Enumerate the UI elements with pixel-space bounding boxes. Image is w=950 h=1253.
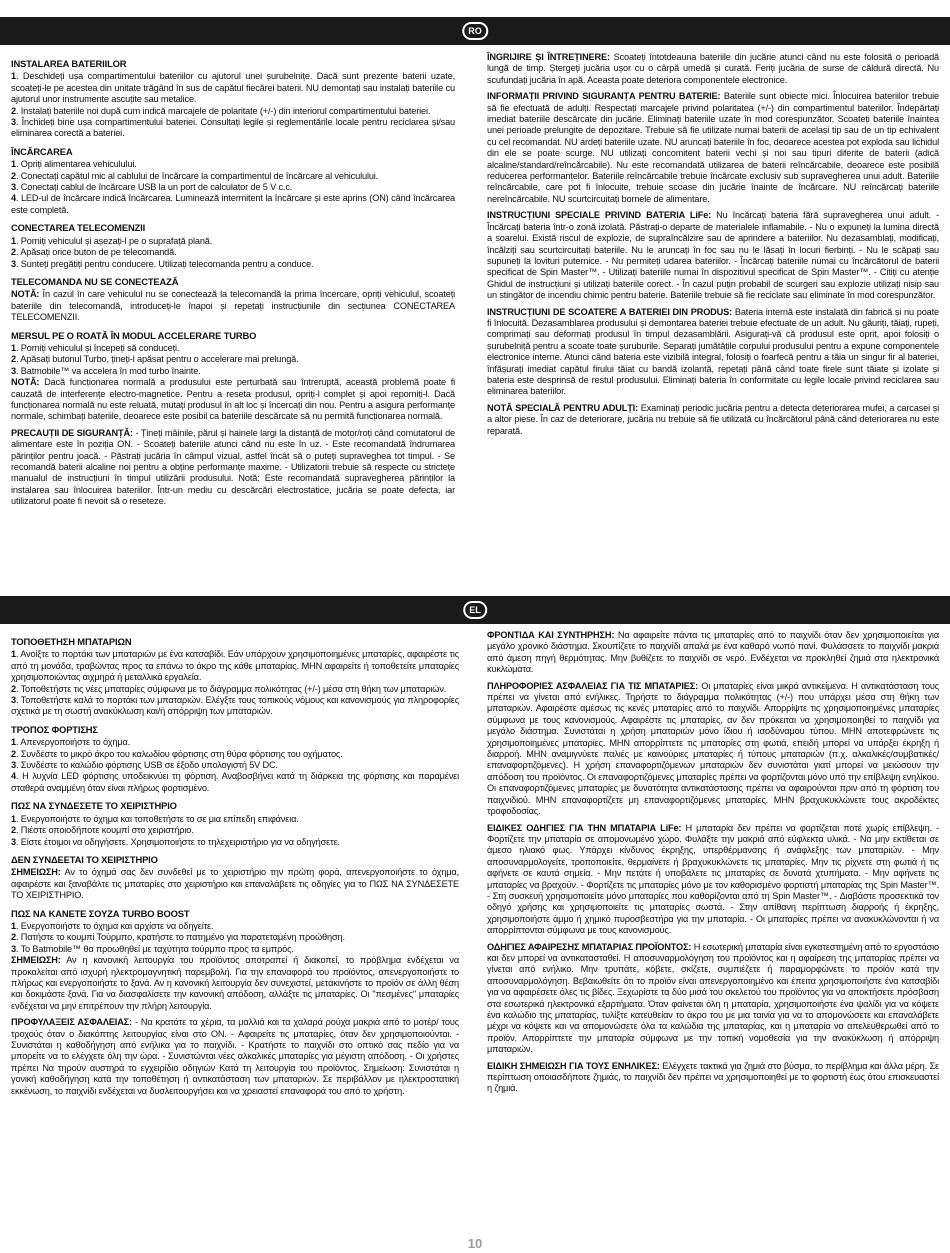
numbered-step — [11, 760, 459, 771]
paragraph-text: Nu încărcați bateria fără supravegherea unui adult. - Încărcați bateria într-o zonă izolată. Păstrați-o departe de materialele inflamabile. - Nu o expuneți la lumina directă a soarelui. Există riscul de explozie, de supraîncălzire sau de aprindere a bateriilor. Nu dezasamblați, modificați, încălziți sau scurtcircuitați bateriile. Nu le aruncați în foc sau nu le lăsați în locuri fierbinți. - Nu le scăpați sau supuneți la lovituri puternice. - Nu permiteți udarea bateriilor. - Încărcați bateriile numai cu încărcătorul de baterii specificat de Spin Master™. - Utilizați bateriile numai în dispozitivul specificat de Spin Master™. - Citiți cu atenție Ghidul de instrucțiuni și utilizați bateriile corect. - În cazul puțin probabil de scurgeri sau explozie utilizați nisip sau un stingător de incendiu chimic pentru baterie. Bateriile trebuie să fie reciclate sau eliminate în mod corespunzător. — [487, 210, 939, 301]
paragraph-text: - Να κρατάτε τα χέρια, τα μαλλιά και τα χαλαρά ρούχα μακριά από το μοτέρ/ τους τροχούς όταν ο διακόπτης λειτουργίας είναι στο ON. - Αφαιρείτε τις μπαταρίες, όταν δεν χρησιμοποιούνται. - Συνιστάται η καθοδήγηση από ενήλικα για το παιχνίδι. - Κρατήστε το παιχνίδι στο οπτικό σας πεδίο για να μπορείτε να το ελέγχετε όλη την ώρα. - Συνιστώνται νέες αλκαλικές μπαταρίες για μέγιστη απόδοση. - Οι χρήστες πρέπει Να τηρούν αυστηρά το εγχειρίδιο οδηγιών Κατά τη λειτουργία του προϊόντος. Σημείωση: Συνιστάται η γονική καθοδήγηση κατά την τοποθέτηση ή αντικατάσταση των μπαταριών. Σε περιβάλλον με ηλεκτροστατική εκκένωση, το παιχνίδι ενδέχεται να δυσλειτουργήσει και να χρειαστεί επαναφορά του από το χρήστη. — [11, 1017, 459, 1096]
step-number: 3 — [11, 695, 16, 706]
section-heading: INSTALAREA BATERIILOR — [11, 58, 127, 69]
ro-section-band — [0, 17, 950, 45]
el-right-column — [487, 630, 939, 1100]
section-heading: MERSUL PE O ROATĂ ÎN MODUL ACCELERARE TURBO — [11, 329, 257, 341]
step-text: . Sunteți pregătiți pentru conducere. Utilizați telecomanda pentru a conduce. — [15, 258, 314, 269]
numbered-step — [11, 193, 455, 216]
paragraph — [487, 307, 939, 398]
paragraph-lead: ΟΔΗΓΙΕΣ ΑΦΑΙΡΕΣΗΣ ΜΠΑΤΑΡΙΑΣ ΠΡΟΪΟΝΤΟΣ: — [487, 941, 692, 952]
paragraph — [487, 210, 939, 301]
numbered-step — [11, 106, 455, 117]
numbered-step — [11, 182, 455, 193]
step-text: . Συνδέστε το μικρό άκρο του καλωδίου φόρτισης στη θύρα φόρτισης του οχήματος. — [15, 748, 343, 759]
step-text: . Ανοίξτε το πορτάκι των μπαταριών με ένα κατσαβίδι. Εάν υπάρχουν χρησιμοποιημένες μπαταρίες, αφαιρέστε τις από τη μονάδα, τραβώντας προς τα επάνω το άκρο της κάθε μπαταρίας. ΜΗΝ αφαιρείτε ή τοποθετείτε μπαταρίες χρησιμοποιώντας αιχμηρά ή μεταλλικά εργαλεία. — [11, 649, 459, 683]
paragraph — [487, 630, 939, 676]
numbered-step — [11, 259, 455, 270]
step-text: . Ενεργοποιήστε το όχημα και τοποθετήστε το σε μια επίπεδη επιφάνεια. — [15, 813, 299, 824]
step-text: . Opriți alimentarea vehiculului. — [15, 159, 137, 170]
paragraph-text: Bateria internă este instalată din fabrică și nu poate fi înlocuită. Dezasamblarea produsului și demontarea bateriei trebuie efectuate de un adult. Nu găuriți, tăiați, rupeți, comprimați sau deformați produsul în timpul dezasamblării. Asigurați-vă că produsul este oprit, apoi folosiți o șurubelniță pentru a scoate toate șuruburile. Separați jumătățile corpului produsului pentru a expune componentele electronice interne. Atunci când bateria este vizibilă integral, folosiți o foarfecă pentru a tăia un singur fir al bateriei, înfășurați imediat capătul firului tăiat cu bandă izolantă, repetați până când toate firele sunt tăiate și izolate și bateria este desprinsă de restul produsului. Eliminați bateria în conformitate cu legile locale privind reciclarea sau eliminarea bateriilor. — [487, 306, 939, 397]
step-number: 2 — [11, 683, 16, 694]
paragraph-lead: INFORMAȚII PRIVIND SIGURANȚA PENTRU BATERIE: — [487, 91, 721, 102]
step-text: . Πιέστε οποιοδήποτε κουμπί στο χειριστήριο. — [15, 825, 194, 836]
paragraph-lead: ΠΛΗΡΟΦΟΡΙΕΣ ΑΣΦΑΛΕΙΑΣ ΓΙΑ ΤΙΣ ΜΠΑΤΑΡΙΕΣ: — [487, 680, 699, 691]
paragraph-lead: PRECAUȚII DE SIGURANȚĂ: — [11, 427, 133, 438]
step-number: 1 — [11, 159, 16, 170]
step-number: 3 — [11, 365, 16, 376]
step-number: 4 — [11, 771, 16, 782]
numbered-step — [11, 366, 455, 377]
step-number: 3 — [11, 943, 16, 954]
paragraph-lead: ΣΗΜΕΙΩΣΗ: — [11, 955, 61, 966]
step-number: 3 — [11, 117, 16, 128]
numbered-step — [11, 771, 459, 794]
numbered-step — [11, 921, 459, 932]
paragraph-text: Οι μπαταρίες είναι μικρά αντικείμενα. Η αντικατάσταση τους πρέπει να γίνεται από ενήλικες. Τηρήστε το διάγραμμα πολικότητας (+/-) που υπάρχει μέσα στη θήκη των μπαταριών. Αφαιρέστε αμέσως τις κενές μπαταρίες από το παιχνίδι. Απορρίψτε τις χρησιμοποιημένες μπαταρίες σύμφωνα με τους κανονισμούς. Αφαιρέστε τις μπαταρίες, αν δεν πρόκειται να χρησιμοποιηθεί το παιχνίδι για μεγάλο διάστημα. Συνιστάται η χρήση μπαταριών μόνο ίδιου ή ισοδύναμου τύπου. ΜΗΝ αποτεφρώνετε τις χρησιμοποιημένες μπαταρίες. ΜΗΝ απορρίπτετε τις μπαταρίες στη φωτιά, επειδή μπορεί να υπάρξει έκρηξη ή διαρροή. ΜΗΝ αναμιγνύετε παλιές με καινούριες μπαταρίες ή τύπους μπαταριών (π.χ. αλκαλικές/συμβατικές/επαναφορτιζόμενες). Η χρήση επαναφορτιζόμενων μπαταριών δεν συνιστάται γιατί μπορεί να μειώσουν την απόδοση του προϊόντος. Οι επαναφορτιζόμενες μπαταρίες πρέπει να φορτίζονται μόνο υπό την επίβλεψη ενηλίκου. Οι επαναφορτιζόμενες μπαταρίες με δυνατότητα αντικατάστασης πρέπει να αφαιρούνται πριν από τη φόρτιση του παιχνιδιού. ΜΗΝ επαναφορτίζετε μη επαναφορτιζόμενες μπαταρίες. ΜΗΝ βραχυκυκλώνετε τους ακροδέκτες τροφοδοσίας. — [487, 680, 939, 817]
section-heading: CONECTAREA TELECOMENZII — [11, 222, 146, 234]
paragraph-text: Η μπαταρία δεν πρέπει να φορτίζεται ποτέ χωρίς επίβλεψη. - Φορτίζετε την μπαταρία σε απομονωμένο χώρο. Φυλάξτε την μακριά από εύφλεκτα υλικά. - Να μην εκτίθεται σε άμεσο ηλιακό φως. Υπάρχει κίνδυνος έκρηξης, υπερθέρμανσης ή ανάφλεξης των μπαταριών. - Μην αποσυναρμολογείτε, τροποποιείτε, θερμαίνετε ή βραχυκυκλώνετε τις μπαταρίες. Μην τις ρίχνετε στη φωτιά ή τις αφήνετε σε καυτά σημεία. - Μην πετάτε ή υποβάλετε τις μπαταρίες σε δυνατά χτυπήματα. - Μην αφήνετε τις μπαταρίες να βραχούν. - Φορτίζετε τις μπαταρίες μόνο με τον καθορισμένο φορτιστή μπαταρίας της Spin Master™. - Στη συσκευή χρησιμοποιείτε μόνο μπαταρίες που καθορίζονται από τη Spin Master™. - Διαβάστε προσεκτικά τον οδηγό χρήσης και χρησιμοποιείτε τις μπαταρίες σωστά. - Στην απίθανη περίπτωση διαρροής ή έκρηξης, χρησιμοποιήστε άμμο ή χημικό πυροσβεστήρα για την μπαταρία. - Οι μπαταρίες πρέπει να ανακυκλώνονται ή να απορρίπτονται σύμφωνα με τους κανονισμούς. — [487, 822, 939, 936]
step-text: . Πατήστε το κουμπί Τούρμπο, κρατήστε το πατημένο για παρατεταμένη προώθηση. — [15, 932, 345, 943]
numbered-step — [11, 684, 459, 695]
paragraph-text: Να αφαιρείτε πάντα τις μπαταρίες από το παιχνίδι όταν δεν χρησιμοποιείται για μεγάλο χρονικό διάστημα. Σκουπίζετε το παιχνίδι απαλά με ένα καθαρό νωπό πανί. Φυλάσσετε το παιχνίδι μακριά από άμεση πηγή θερμότητας. Μην βυθίζετε το παιχνίδι σε νερό. Ενδέχεται να προκληθεί ζημιά στα ηλεκτρονικά κυκλώματα. — [487, 630, 939, 675]
section-heading: TELECOMANDA NU SE CONECTEAZĂ — [11, 275, 179, 287]
el-section-band — [0, 596, 950, 624]
step-number: 2 — [11, 354, 16, 365]
numbered-step — [11, 71, 455, 105]
paragraph-lead: ÎNGRIJIRE ȘI ÎNTREȚINERE: — [487, 52, 610, 62]
paragraph — [11, 1017, 459, 1097]
step-number: 1 — [11, 71, 16, 82]
step-text: . Batmobile™ va accelera în mod turbo înainte. — [15, 365, 201, 376]
numbered-step — [11, 343, 455, 354]
paragraph — [487, 681, 939, 818]
step-number: 3 — [11, 836, 16, 847]
step-number: 1 — [11, 920, 16, 931]
paragraph-lead: ΠΡΟΦΥΛΑΞΕΙΣ ΑΣΦΑΛΕΙΑΣ: — [11, 1017, 132, 1028]
step-number: 3 — [11, 760, 16, 771]
numbered-step — [11, 825, 459, 836]
paragraph — [487, 52, 939, 86]
step-number: 3 — [11, 258, 16, 269]
section-heading: ΤΟΠΟΘΕΤΗΣΗ ΜΠΑΤΑΡΙΩΝ — [11, 636, 132, 647]
step-text: . Συνδέστε το καλώδιο φόρτισης USB σε έξοδο υπολογιστή 5V DC. — [15, 760, 278, 771]
step-text: . Η λυχνία LED φόρτισης υποδεικνύει τη φόρτιση. Αναβοσβήνει κατά τη διάρκεια της φόρτισης και παραμένει σταθερά αναμμένη όταν είναι πλήρως φορτισμένο. — [11, 771, 459, 793]
paragraph-text: Αν η κανονική λειτουργία του προϊόντος αποτραπεί ή διακοπεί, το πρόβλημα ενδέχεται να προκαλείται από ισχυρή ηλεκτρομαγνητική παρεμβολή. Για την επαναφορά του προϊόντος, απενεργοποιήστε το πλήρως και ενεργοποιήστε το ξανά. Αν η κανονική λειτουργία δεν συνεχιστεί, μετακινήστε το προϊόν σε άλλη θέση και δοκιμάστε ξανά. Για να διασφαλίσετε την κανονική απόδοση, αλλάξτε τις μπαταρίες. Οι "πεσμένες" μπαταρίες ενδέχεται να μην επιτρέπουν την πλήρη λειτουργία. — [11, 955, 459, 1011]
paragraph-lead: ΕΙΔΙΚΕΣ ΟΔΗΓΙΕΣ ΓΙΑ ΤΗΝ ΜΠΑΤΑΡΙΑ LiFe: — [487, 822, 682, 833]
step-number: 1 — [11, 235, 16, 246]
step-number: 2 — [11, 170, 16, 181]
paragraph-text: Ελέγχετε τακτικά για ζημιά στο βύσμα, το περίβλημα και άλλα μέρη. Σε περίπτωση οποιασδήποτε ζημιάς, το παιχνίδι δεν πρέπει να χρησιμοποιηθεί με το φορτιστή έως ότου επισκευαστεί η ζημιά. — [487, 1060, 939, 1094]
section-heading: ΠΩΣ ΝΑ ΣΥΝΔΕΣΕΤΕ ΤΟ ΧΕΙΡΙΣΤΗΡΙΟ — [11, 800, 177, 812]
paragraph-text: Examinați periodic jucăria pentru a detecta deteriorarea mufei, a carcasei și a altor piese. În caz de deteriorare, jucăria nu trebuie să fie utilizată cu încărcătorul până când deteriorarea nu este reparată. — [487, 402, 939, 436]
step-number: 1 — [11, 649, 16, 660]
ro-language-badge: RO — [462, 22, 488, 40]
step-text: . Apăsați orice buton de pe telecomandă. — [15, 247, 177, 258]
page-number: 10 — [467, 1236, 483, 1251]
paragraph-text: Dacă funcționarea normală a produsului este perturbată sau întreruptă, această problemă poate fi cauzată de interferențe electro-magnetice. Pentru a reseta produsul, opriți-l complet și apoi reporniți-l. Dacă funcționarea normală nu este reluată, mutați produsul în alt loc și încercați din nou. Pentru a asigura performanțe normale, schimbați bateriile, deoarece este posibil ca bateriile descărcate să nu permită funcționarea normală. — [11, 377, 455, 422]
paragraph — [487, 1061, 939, 1095]
paragraph-lead: ΦΡΟΝΤΙΔΑ ΚΑΙ ΣΥΝΤΗΡΗΣΗ: — [487, 630, 615, 640]
step-text: . LED-ul de încărcare indică încărcarea. Luminează intermitent la încărcare și este aprins (ON) când încărcarea este completă. — [11, 193, 455, 215]
paragraph-lead: NOTĂ: — [11, 377, 40, 388]
step-text: . Deschideți ușa compartimentului bateriilor cu ajutorul unei șurubelnițe. Dacă sunt prezente baterii uzate, scoateți-le pe acestea din unitate trăgând în sus de capătul fiecărei baterii. NU demontați sau instalați bateriile cu ajutorul unor instrumente ascuțite sau metalice. — [11, 71, 455, 105]
paragraph-lead: NOTĂ SPECIALĂ PENTRU ADULȚI: — [487, 402, 638, 413]
paragraph — [487, 942, 939, 1056]
paragraph — [487, 91, 939, 205]
numbered-step — [11, 814, 459, 825]
paragraph-lead: NOTĂ: — [11, 289, 40, 300]
step-text: . Τοποθετήστε τις νέες μπαταρίες σύμφωνα με το διάγραμμα πολικότητας (+/-) μέσα στη θήκη των μπαταριών. — [15, 683, 447, 694]
step-text: . Είστε έτοιμοι να οδηγήσετε. Χρησιμοποιήστε το τηλεχειριστήριο για να οδηγήσετε. — [15, 836, 340, 847]
paragraph — [11, 377, 455, 423]
numbered-step — [11, 354, 455, 365]
numbered-step — [11, 944, 459, 955]
numbered-step — [11, 171, 455, 182]
numbered-step — [11, 749, 459, 760]
step-number: 2 — [11, 932, 16, 943]
step-number: 2 — [11, 105, 16, 116]
ro-right-column — [487, 52, 939, 442]
paragraph-lead: INSTRUCȚIUNI SPECIALE PRIVIND BATERIA LiFe: — [487, 210, 712, 221]
step-text: . Închideți bine ușa compartimentului bateriei. Consultați legile și reglementările locale pentru reciclarea și/sau eliminarea corectă a bateriei. — [11, 117, 455, 139]
step-text: . Instalați bateriile noi după cum indică marcajele de polaritate (+/-) din interiorul compartimentului bateriei. — [15, 105, 431, 116]
paragraph-text: Αν το όχημά σας δεν συνδεθεί με το χειριστήριο την πρώτη φορά, απενεργοποιήστε το όχημα, αφαιρέστε και ξαναβάλτε τις μπαταρίες στο χειριστήριο και επαναλάβετε τις οδηγίες για το ΠΩΣ ΝΑ ΣΥΝΔΕΣΕΤΕ ΤΟ ΧΕΙΡΙΣΤΗΡΙΟ. — [11, 867, 459, 901]
paragraph — [11, 955, 459, 1012]
paragraph-lead: INSTRUCȚIUNI DE SCOATERE A BATERIEI DIN PRODUS: — [487, 306, 733, 317]
paragraph — [11, 428, 455, 508]
section-heading: ΤΡΟΠΟΣ ΦΟΡΤΙΣΗΣ — [11, 723, 98, 735]
section-heading: ÎNCĂRCAREA — [11, 145, 73, 157]
paragraph-text: În cazul în care vehiculul nu se conectează la telecomandă la prima încercare, opriți vehiculul, scoateți bateriile din telecomandă, introduceți-le înapoi și repetați instrucțiunile din secțiunea CONECTAREA TELECOMENZII. — [11, 289, 455, 323]
numbered-step — [11, 932, 459, 943]
numbered-step — [11, 695, 459, 718]
paragraph-text: Η εσωτερική μπαταρία είναι εγκατεστημένη από το εργοστάσιο και δεν μπορεί να αντικατασταθεί. Η αποσυναρμολόγηση του προϊόντος και η αφαίρεση της μπαταρίας πρέπει να γίνεται από ενήλικο. Μην τρυπάτε, κόβετε, σκίζετε, συμπιέζετε ή παραμορφώνετε το προϊόν κατά την αποσυναρμολόγηση. Βεβαιωθείτε ότι το προϊόν είναι απενεργοποιημένο και έπειτα χρησιμοποιήστε ένα κατσαβίδι για να αφαιρέσετε όλες τις βίδες. Ξεχωρίστε τα δύο μισά του σκελετού του προϊόντος για να αποκτήσετε πρόσβαση στα εσωτερικά ηλεκτρονικά εξαρτήματα. Όταν φαίνεται όλη η μπαταρία, χρησιμοποιήστε ένα ψαλίδι για να κόψετε ένα καλώδιο της μπαταρίας, τυλίξτε κατευθείαν το άκρο του με μια ταινία για να το απομονώσετε και επαναλάβετε μέχρι να κόψετε και να απομονώσετε όλα τα καλώδια της μπαταρίας, και η μπαταρία να απελευθερωθεί από το προϊόν. Απορρίπτετε την μπαταρία σύμφωνα με την τοπική νομοθεσία για την ανακύκλωση ή απόρριψη μπαταριών. — [487, 941, 940, 1055]
numbered-step — [11, 837, 459, 848]
step-number: 1 — [11, 737, 16, 748]
step-text: . Conectați capătul mic al cablului de încărcare la compartimentul de încărcare al vehiculului. — [15, 170, 379, 181]
paragraph — [11, 289, 455, 323]
el-left-column — [11, 630, 459, 1102]
step-text: . Porniți vehiculul și începeți să conduceți. — [15, 342, 180, 353]
step-number: 2 — [11, 748, 16, 759]
step-text: . Τοποθετήστε καλά το πορτάκι των μπαταριών. Ελέγξτε τους τοπικούς νόμους και κανονισμούς για πληροφορίες σχετικά με τη σωστή ανακύκλωση και/ή απόρριψη των μπαταριών. — [11, 695, 459, 717]
step-number: 4 — [11, 193, 16, 204]
el-language-badge: EL — [463, 601, 487, 619]
step-text: . Απενεργοποιήστε το όχημα. — [15, 737, 131, 748]
paragraph-lead: ΣΗΜΕΙΩΣΗ: — [11, 867, 61, 878]
numbered-step — [11, 649, 459, 683]
step-number: 2 — [11, 825, 16, 836]
paragraph-text: Scoateți întotdeauna bateriile din jucărie atunci când nu este folosită o perioadă lungă de timp. Ștergeți jucăria ușor cu o cârpă umedă și curată. Feriți jucăria de surse de căldură directă. Nu scufundați jucăria în apă. Aceasta poate deteriora componentele electronice. — [487, 52, 940, 85]
step-text: . Το Batmobile™ θα προωθηθεί με ταχύτητα τούρμπο προς τα εμπρός. — [15, 943, 294, 954]
numbered-step — [11, 737, 459, 748]
section-heading: ΔΕΝ ΣΥΝΔΕΕΤΑΙ ΤΟ ΧΕΙΡΙΣΤΗΡΙΟ — [11, 853, 158, 865]
paragraph — [487, 823, 939, 937]
step-number: 2 — [11, 247, 16, 258]
step-text: . Ενεργοποιήστε το όχημα και αρχίστε να οδηγείτε. — [15, 920, 214, 931]
paragraph-text: - Țineți mâinile, părul și hainele largi la distanță de motor/roți când comutatorul de alimentare este în poziția ON. - Scoateți bateriile atunci când nu este în uz. - Este recomandată îndrumarea părinților pentru joacă. - Păstrați jucăria în câmpul vizual, astfel încât să o puteți supraveghea tot timpul. - Se recomandă baterii alcaline noi pentru a obține performanțe maxime. - Utilizatorii trebuie să respecte cu strictețe manualul de instrucțiuni în timpul utilizării produsului. Notă: Este recomandată supravegherea părinților la instalarea sau înlocuirea bateriilor. Într-un mediu cu descărcări electrostatice, jucăria se poate defecta, iar utilizatorul poate fi nevoit să o reseteze. — [11, 427, 456, 507]
step-text: . Apăsați butonul Turbo, țineți-l apăsat pentru o accelerare mai prelungă. — [15, 354, 299, 365]
step-number: 1 — [11, 813, 16, 824]
numbered-step — [11, 159, 455, 170]
paragraph — [487, 403, 939, 437]
paragraph — [11, 867, 459, 901]
step-number: 1 — [11, 342, 16, 353]
step-number: 3 — [11, 182, 16, 193]
step-text: . Conectați cablul de încărcare USB la un port de calculator de 5 V c.c. — [15, 182, 293, 193]
numbered-step — [11, 117, 455, 140]
numbered-step — [11, 247, 455, 258]
section-heading: ΠΩΣ ΝΑ ΚΑΝΕΤΕ ΣΟΥΖΑ TURBO BOOST — [11, 907, 190, 919]
ro-left-column — [11, 52, 455, 513]
numbered-step — [11, 236, 455, 247]
step-text: . Porniți vehiculul și așezați-l pe o suprafață plană. — [15, 235, 213, 246]
paragraph-text: Bateriile sunt obiecte mici. Înlocuirea bateriilor trebuie să fie efectuată de adulți. Respectați marcajele privind polaritatea (+/-) din compartimentul bateriilor. Îndepărtați imediat bateriile descărcate din jucărie. Eliminați bateriile uzate în mod corespunzător. Scoateți bateriile înaintea unei perioade prelungite de depozitare. Trebuie să fie utilizate numai baterii de același tip sau de un tip echivalent cu cel recomandat. NU ardeți bateriile uzate. NU aruncați bateriile în foc, deoarece acestea pot exploda sau lichidul din ele se poate scurge. NU utilizați concomitent baterii vechi și noi sau tipuri diferite de baterii (adică alcaline/standard/reîncărcabile). Nu este recomandată utilizarea de baterii reîncărcabile, deoarece este posibilă reducerea performanțelor. Bateriile reîncărcabile trebuie încărcate exclusiv sub supravegherea unui adult. Bateriile reîncărcabile, care pot fi înlocuite, trebuie scoase din jucărie înainte de încărcare. NU reîncărcați bateriile nereîncărcabile. NU scurtcircuitați bornele de alimentare. — [487, 91, 939, 204]
paragraph-lead: ΕΙΔΙΚΗ ΣΗΜΕΙΩΣΗ ΓΙΑ ΤΟΥΣ ΕΝΗΛΙΚΕΣ: — [487, 1060, 660, 1071]
